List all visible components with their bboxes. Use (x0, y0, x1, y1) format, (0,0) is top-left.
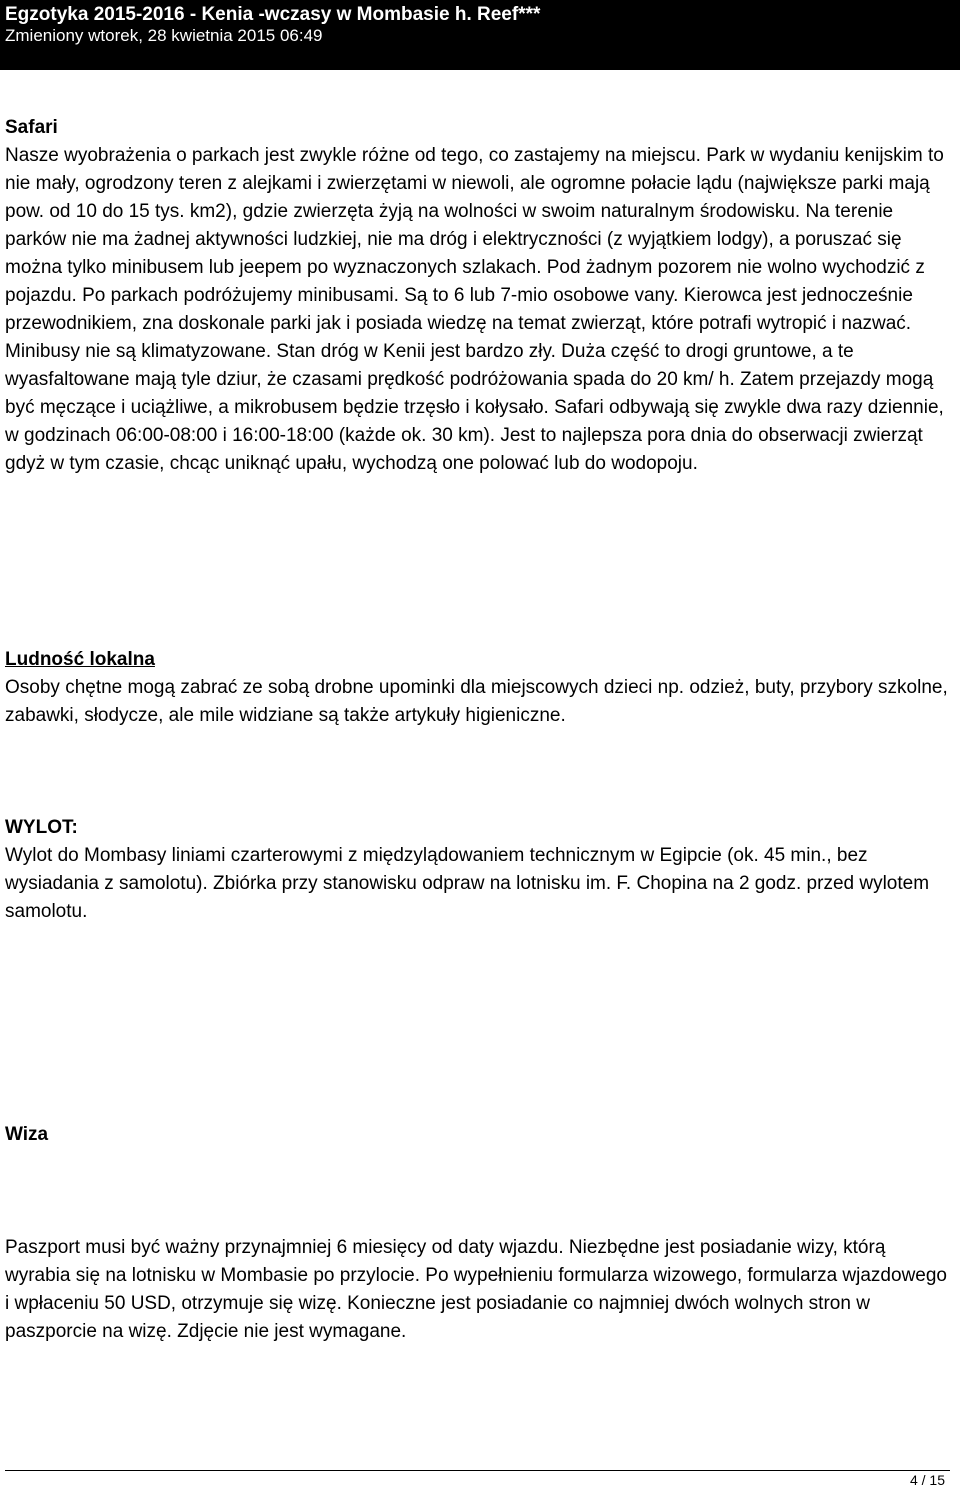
paragraph-wylot: Wylot do Mombasy liniami czarterowymi z międzylądowaniem technicznym w Egipcie (ok. 45 min., bez wysiadania z samolotu). Zbiórka przy stanowisku odpraw na lotnisku im. F. Chopina na 2 godz. przed wylotem samolotu. (5, 845, 930, 922)
heading-ludnosc-lokalna: Ludność lokalna (5, 649, 155, 670)
section-wiza (5, 1234, 955, 1346)
section-ludnosc-lokalna (5, 646, 955, 730)
paragraph-ludnosc-lokalna: Osoby chętne mogą zabrać ze sobą drobne upominki dla miejscowych dzieci np. odzież, buty, przybory szkolne, zabawki, słodycze, ale mile widziane są także artykuły higieniczne. (5, 677, 948, 726)
footer-divider (5, 1470, 950, 1471)
heading-wylot: WYLOT: (5, 817, 78, 838)
paragraph-wiza: Paszport musi być ważny przynajmniej 6 miesięcy od daty wjazdu. Niezbędne jest posiadanie wizy, którą wyrabia się na lotnisku w Mombasie po przylocie. Po wypełnieniu formularza wizowego, formularza wjazdowego i wpłaceniu 50 USD, otrzymuje się wizę. Konieczne jest posiadanie co najmniej dwóch wolnych stron w paszporcie na wizę. Zdjęcie nie jest wymagane. (5, 1237, 947, 1342)
section-safari (5, 114, 955, 478)
document-title: Egzotyka 2015-2016 - Kenia -wczasy w Mombasie h. Reef*** (5, 4, 541, 25)
modified-date: Zmieniony wtorek, 28 kwietnia 2015 06:49 (5, 26, 323, 45)
page-header (0, 0, 960, 70)
heading-safari: Safari (5, 117, 58, 138)
paragraph-safari: Nasze wyobrażenia o parkach jest zwykle różne od tego, co zastajemy na miejscu. Park w wydaniu kenijskim to nie mały, ogrodzony teren z alejkami i zwierzętami w niewoli, ale ogromne połacie lądu (największe parki mają pow. od 10 do 15 tys. km2), gdzie zwierzęta żyją na wolności w swoim naturalnym środowisku. Na terenie parków nie ma żadnej aktywności ludzkiej, nie ma dróg i elektryczności (z wyjątkiem lodgy), a poruszać się można tylko minibusem lub jeepem po wyznaczonych szlakach. Pod żadnym pozorem nie wolno wychodzić z pojazdu. Po parkach podróżujemy minibusami. Są to 6 lub 7-mio osobowe vany. Kierowca jest jednocześnie przewodnikiem, zna doskonale parki jak i posiada wiedzę na temat zwierząt, które potrafi wytropić i nazwać. Minibusy nie są klimatyzowane. Stan dróg w Kenii jest bardzo zły. Duża część to drogi gruntowe, a te wyasfaltowane mają tyle dziur, że czasami prędkość podróżowania spada do 20 km/ h. Zatem przejazdy mogą być męczące i uciążliwe, a mikrobusem będzie trzęsło i kołysało. Safari odbywają się zwykle dwa razy dziennie, w godzinach 06:00-08:00 i 16:00-18:00 (każde ok. 30 km). Jest to najlepsza pora dnia do obserwacji zwierząt gdyż w tym czasie, chcąc uniknąć upału, wychodzą one polować lub do wodopoju. (5, 145, 944, 474)
heading-wiza: Wiza (5, 1124, 49, 1145)
page-number: 4 / 15 (909, 1472, 945, 1488)
section-wiza-heading (5, 1121, 955, 1149)
section-wylot (5, 814, 955, 926)
